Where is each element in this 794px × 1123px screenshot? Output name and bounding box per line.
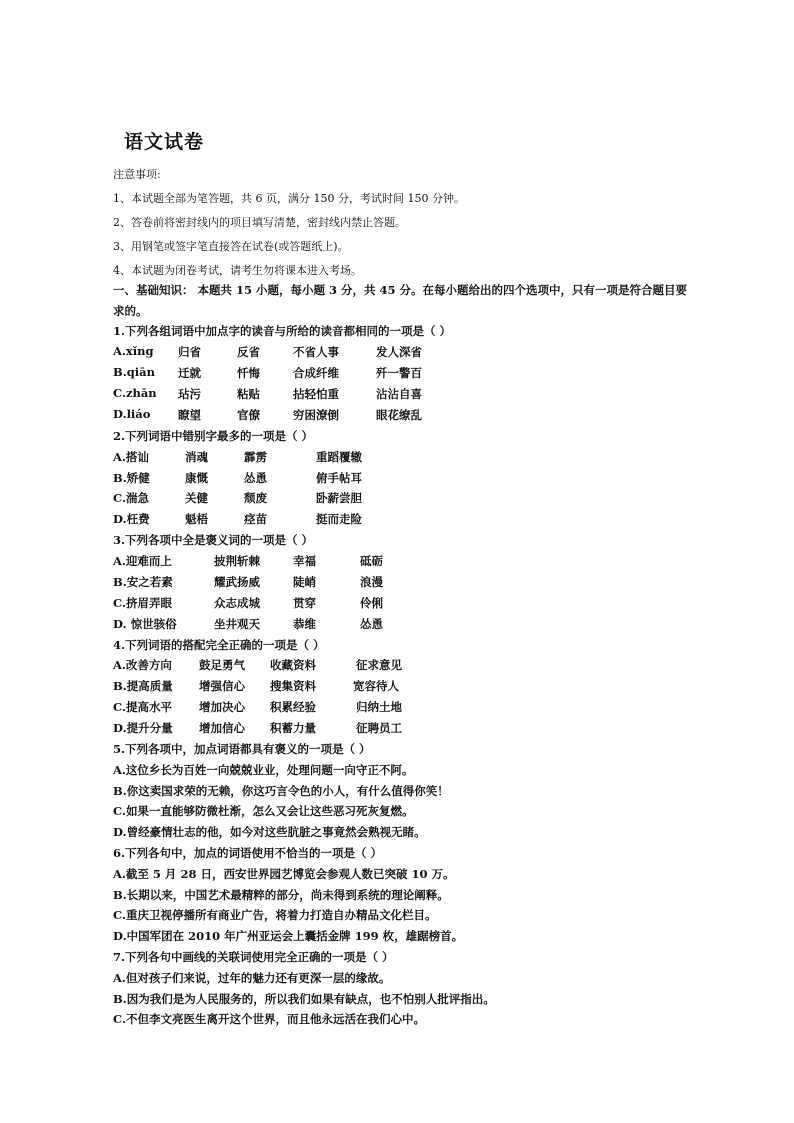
note-item: 3、用钢笔或签字笔直接答在试卷(或答题纸上)。	[113, 240, 349, 253]
option-word: 积累经验	[270, 700, 316, 714]
option-word: 征聘员工	[356, 721, 402, 735]
option-word: 眼花缭乱	[376, 408, 422, 422]
option-label: A.改善方向	[113, 658, 172, 672]
option-word: 卧薪尝胆	[316, 491, 362, 505]
option-line: C.重庆卫视停播所有商业广告，将着力打造自办精品文化栏目。	[113, 908, 437, 922]
option-word: 挺而走险	[316, 512, 362, 526]
option-word: 搜集资料	[270, 679, 316, 693]
option-word: 恭维	[293, 617, 316, 631]
option-word: 怂恿	[244, 471, 267, 485]
option-label: B.qiān	[113, 365, 155, 379]
option-line: D.曾经豪情壮志的他，如今对这些肮脏之事竟然会熟视无睹。	[113, 825, 426, 839]
option-word: 陡峭	[293, 575, 316, 589]
page-title: 语文试卷	[124, 131, 205, 153]
question-stem: 4.下列词语的搭配完全正确的一项是（ ）	[113, 638, 325, 652]
option-word: 归省	[178, 345, 201, 359]
option-label: C.湍急	[113, 491, 149, 505]
note-item: 4、本试题为闭卷考试，请考生勿将课本进入考场。	[113, 264, 362, 277]
option-word: 增加信心	[199, 721, 245, 735]
option-word: 粘贴	[237, 387, 260, 401]
option-label: B.安之若素	[113, 575, 173, 589]
question-stem: 2.下列词语中错别字最多的一项是（ ）	[113, 429, 314, 443]
option-label: C.挤眉弄眼	[113, 596, 172, 610]
option-label: A.迎难而上	[113, 554, 172, 568]
option-word: 征求意见	[356, 658, 402, 672]
option-word: 坐井观天	[214, 617, 260, 631]
option-label: B.提高质量	[113, 679, 173, 693]
option-word: 俯手帖耳	[316, 471, 362, 485]
option-word: 伶俐	[360, 596, 383, 610]
option-word: 增加决心	[199, 700, 245, 714]
option-label: A.xǐng	[113, 344, 154, 358]
option-word: 浪漫	[360, 575, 383, 589]
option-word: 积蓄力量	[270, 721, 316, 735]
option-word: 披荆斩棘	[214, 554, 260, 568]
option-word: 耀武扬威	[214, 575, 260, 589]
option-word: 官僚	[237, 408, 260, 422]
option-label: C.提高水平	[113, 700, 172, 714]
option-word: 收藏资料	[270, 658, 316, 672]
option-word: 痉苗	[244, 512, 267, 526]
option-line: C.不但李文亮医生离开这个世界，而且他永远活在我们心中。	[113, 1012, 425, 1026]
section-heading: 一、基础知识： 本题共 15 小题，每小题 3 分，共 45 分。在每小题给出的四个选项中，只有一项是符合题目要求的。	[113, 283, 688, 318]
option-word: 重蹈覆辙	[316, 450, 362, 464]
option-word: 合成纤维	[293, 366, 339, 380]
option-word: 歼一警百	[376, 366, 422, 380]
question-stem: 6.下列各句中，加点的词语使用不恰当的一项是（ ）	[113, 846, 383, 860]
option-label: D. 惊世骇俗	[113, 617, 177, 631]
option-word: 沾沾自喜	[376, 387, 422, 401]
option-label: C.zhān	[113, 386, 157, 400]
option-word: 关健	[185, 491, 208, 505]
option-word: 鼓足勇气	[199, 658, 245, 672]
question-stem: 3.下列各项中全是褒义词的一项是（ ）	[113, 533, 314, 547]
option-label: D.liáo	[113, 407, 151, 421]
option-word: 迁就	[178, 366, 201, 380]
option-line: B.长期以来，中国艺术最精粹的部分，尚未得到系统的理论阐释。	[113, 888, 449, 902]
option-word: 增强信心	[199, 679, 245, 693]
option-label: D.枉费	[113, 512, 150, 526]
option-word: 消魂	[185, 450, 208, 464]
note-item: 1、本试题全部为笔答题，共 6 页，满分 150 分，考试时间 150 分钟。	[113, 192, 465, 205]
option-line: D.中国军团在 2010 年广州亚运会上囊括金牌 199 枚，雄踞榜首。	[113, 929, 464, 943]
option-line: A.这位乡长为百姓一向兢兢业业，处理问题一向守正不阿。	[113, 763, 414, 777]
option-word: 怂恿	[360, 617, 383, 631]
question-stem: 7.下列各句中画线的关联词使用完全正确的一项是（ ）	[113, 950, 394, 964]
option-label: D.提升分量	[113, 721, 173, 735]
question-stem: 5.下列各项中，加点词语都具有褒义的一项是（ ）	[113, 742, 371, 756]
note-item: 2、答卷前将密封线内的项目填写清楚，密封线内禁止答题。	[113, 216, 406, 229]
option-word: 康慨	[185, 471, 208, 485]
option-word: 归纳土地	[356, 700, 402, 714]
option-line: A.截至 5 月 28 日，西安世界园艺博览会参观人数已突破 10 万。	[113, 867, 455, 881]
option-word: 贯穿	[293, 596, 316, 610]
option-word: 颓废	[244, 491, 267, 505]
option-word: 瞭望	[178, 408, 201, 422]
option-word: 忏悔	[237, 366, 260, 380]
option-line: A.但对孩子们来说，过年的魅力还有更深一层的缘故。	[113, 971, 391, 985]
option-line: C.如果一直能够防微杜渐，怎么又会让这些恶习死灰复燃。	[113, 804, 414, 818]
option-word: 宽容待人	[353, 679, 399, 693]
option-word: 反省	[237, 345, 260, 359]
option-word: 穷困潦倒	[293, 408, 339, 422]
notes-heading: 注意事项:	[113, 168, 161, 181]
option-word: 霹雳	[244, 450, 267, 464]
option-word: 不省人事	[293, 345, 339, 359]
option-word: 砥砺	[360, 554, 383, 568]
question-stem: 1.下列各组词语中加点字的读音与所给的读音都相同的一项是（ ）	[113, 324, 452, 338]
option-word: 发人深省	[376, 345, 422, 359]
option-line: B.因为我们是为人民服务的，所以我们如果有缺点，也不怕别人批评指出。	[113, 992, 495, 1006]
option-word: 幸福	[293, 554, 316, 568]
option-label: A.搭讪	[113, 450, 149, 464]
option-word: 众志成城	[214, 596, 260, 610]
option-word: 拈轻怕重	[293, 387, 339, 401]
option-word: 玷污	[178, 387, 201, 401]
option-word: 魁梧	[185, 512, 208, 526]
option-line: B.你这卖国求荣的无赖，你这巧言令色的小人，有什么值得你笑！	[113, 784, 449, 798]
option-label: B.矫健	[113, 471, 150, 485]
